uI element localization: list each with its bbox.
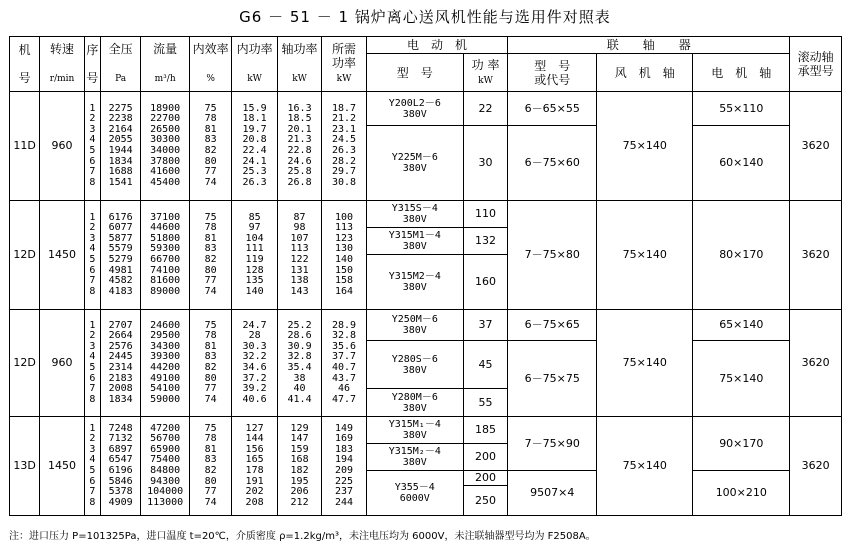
motor-model: Y355－4 6000V — [366, 471, 463, 516]
efficiency-col: 75 78 81 83 82 80 77 74 — [189, 92, 231, 201]
motor-power: 185 — [463, 417, 507, 444]
table-title: G6 － 51 － 1 锅炉离心送风机性能与选用件对照表 — [239, 8, 611, 26]
fan-shaft: 75×140 — [597, 92, 693, 201]
motor-model: Y315M₁－4 380V — [366, 417, 463, 444]
bearing: 3620 — [790, 201, 842, 310]
coupling-model: 6－75×65 — [508, 310, 597, 341]
motor-power: 55 — [463, 389, 507, 417]
machine-no: 12D — [10, 201, 40, 310]
required-power-col: 100 113 123 130 140 150 158 164 — [322, 201, 366, 310]
motor-power: 110 — [463, 201, 507, 228]
flow-col: 37100 44600 51800 59300 66700 74100 81600 89000 — [141, 201, 190, 310]
coupling-model: 6－75×60 — [508, 126, 597, 201]
efficiency-col: 75 78 81 83 82 80 77 74 — [189, 417, 231, 516]
internal-power-col: 85 97 104 111 119 128 135 140 — [232, 201, 277, 310]
header-fan-shaft: 风 机 轴 — [597, 54, 693, 92]
shaft-power-col: 87 98 107 113 122 131 138 143 — [277, 201, 321, 310]
motor-shaft: 90×170 — [693, 417, 790, 471]
footnote: 注：进口压力 P=101325Pa，进口温度 t=20℃，介质密度 ρ=1.2kg/m³，未注电压均为 6000V，未注联轴器型号均为 F2508A。 — [9, 531, 596, 542]
pressure-col: 2275 2238 2164 2055 1944 1834 1688 1541 — [100, 92, 140, 201]
header-efficiency: 内效率 % — [189, 37, 231, 92]
motor-model: Y315M1－4 380V — [366, 228, 463, 255]
shaft-power-col: 16.3 18.5 20.1 21.3 22.8 24.6 25.8 26.8 — [277, 92, 321, 201]
header-bearing: 滚动轴 承型号 — [790, 37, 842, 92]
fan-shaft: 75×140 — [597, 310, 693, 417]
motor-model: Y250M－6 380V — [366, 310, 463, 341]
motor-model: Y200L2－6 380V — [366, 92, 463, 126]
motor-model: Y225M－6 380V — [366, 126, 463, 201]
fan-shaft: 75×140 — [597, 201, 693, 310]
header-shaft-power: 轴功率 kW — [277, 37, 321, 92]
shaft-power-col: 25.2 28.6 30.9 32.8 35.4 38 40 41.4 — [277, 310, 321, 417]
performance-table — [9, 36, 842, 516]
shaft-power-col: 129 147 159 168 182 195 206 212 — [277, 417, 321, 516]
coupling-model: 7－75×90 — [508, 417, 597, 471]
header-motor-power: 功 率 kW — [463, 54, 507, 92]
motor-power: 132 — [463, 228, 507, 255]
motor-shaft: 80×170 — [693, 201, 790, 310]
pressure-col: 7248 7132 6897 6547 6196 5846 5378 4909 — [100, 417, 140, 516]
efficiency-col: 75 78 81 83 82 80 77 74 — [189, 310, 231, 417]
header-pressure: 全压 Pa — [100, 37, 140, 92]
motor-shaft: 75×140 — [693, 341, 790, 417]
header-motor-model: 型 号 — [366, 54, 463, 92]
motor-model: Y280S－6 380V — [366, 341, 463, 389]
internal-power-col: 127 144 156 165 178 191 202 208 — [232, 417, 277, 516]
pressure-col: 2707 2664 2576 2445 2314 2183 2008 1834 — [100, 310, 140, 417]
motor-model: Y315M2－4 380V — [366, 255, 463, 310]
header-seq: 序 号 — [84, 37, 100, 92]
bearing: 3620 — [790, 417, 842, 516]
fan-shaft: 75×140 — [597, 417, 693, 516]
motor-power: 250 — [463, 486, 507, 516]
machine-no: 13D — [10, 417, 40, 516]
bearing: 3620 — [790, 310, 842, 417]
header-motor-shaft: 电 机 轴 — [693, 54, 790, 92]
motor-shaft: 60×140 — [693, 126, 790, 201]
speed: 1450 — [40, 417, 84, 516]
machine-no: 12D — [10, 310, 40, 417]
internal-power-col: 24.7 28 30.3 32.2 34.6 37.2 39.2 40.6 — [232, 310, 277, 417]
motor-shaft: 100×210 — [693, 471, 790, 516]
required-power-col: 18.7 21.2 23.1 24.5 26.3 28.2 29.7 30.8 — [322, 92, 366, 201]
flow-col: 24600 29500 34300 39300 44200 49100 54100 59000 — [141, 310, 190, 417]
motor-model: Y280M－6 380V — [366, 389, 463, 417]
seq-col: 1 2 3 4 5 6 7 8 — [84, 201, 100, 310]
seq-col: 1 2 3 4 5 6 7 8 — [84, 417, 100, 516]
bearing: 3620 — [790, 92, 842, 201]
flow-col: 47200 56700 65900 75400 84800 94300 104000 113000 — [141, 417, 190, 516]
seq-col: 1 2 3 4 5 6 7 8 — [84, 310, 100, 417]
flow-col: 18900 22700 26500 30300 34000 37800 41600 45400 — [141, 92, 190, 201]
speed: 1450 — [40, 201, 84, 310]
coupling-model: 7－75×80 — [508, 201, 597, 310]
required-power-col: 149 169 183 194 209 225 237 244 — [322, 417, 366, 516]
machine-no: 11D — [10, 92, 40, 201]
internal-power-col: 15.9 18.1 19.7 20.8 22.4 24.1 25.3 26.3 — [232, 92, 277, 201]
coupling-model: 6－75×75 — [508, 341, 597, 417]
header-internal-power: 内功率 kW — [232, 37, 277, 92]
pressure-col: 6176 6077 5877 5579 5279 4981 4582 4183 — [100, 201, 140, 310]
motor-shaft: 65×140 — [693, 310, 790, 341]
motor-shaft: 55×110 — [693, 92, 790, 126]
motor-power: 200 — [463, 444, 507, 471]
motor-power: 160 — [463, 255, 507, 310]
speed: 960 — [40, 310, 84, 417]
motor-power: 45 — [463, 341, 507, 389]
seq-col: 1 2 3 4 5 6 7 8 — [84, 92, 100, 201]
motor-power: 37 — [463, 310, 507, 341]
speed: 960 — [40, 92, 84, 201]
header-speed: 转速 r/min — [40, 37, 84, 92]
header-machine-no: 机 号 — [10, 37, 40, 92]
required-power-col: 28.9 32.8 35.6 37.7 40.7 43.7 46 47.7 — [322, 310, 366, 417]
motor-power: 30 — [463, 126, 507, 201]
motor-model: Y315M₂－4 380V — [366, 444, 463, 471]
header-flow: 流量 m³/h — [141, 37, 190, 92]
coupling-model: 9507×4 — [508, 471, 597, 516]
motor-model: Y315S－4 380V — [366, 201, 463, 228]
motor-power: 22 — [463, 92, 507, 126]
header-required-power: 所需 功率 kW — [322, 37, 366, 92]
motor-power: 200 — [463, 471, 507, 486]
efficiency-col: 75 78 81 83 82 80 77 74 — [189, 201, 231, 310]
coupling-model: 6－65×55 — [508, 92, 597, 126]
header-coupling: 联 轴 器 — [508, 37, 790, 54]
header-motor: 电 动 机 — [366, 37, 508, 54]
header-coupling-model: 型 号 或代号 — [508, 54, 597, 92]
